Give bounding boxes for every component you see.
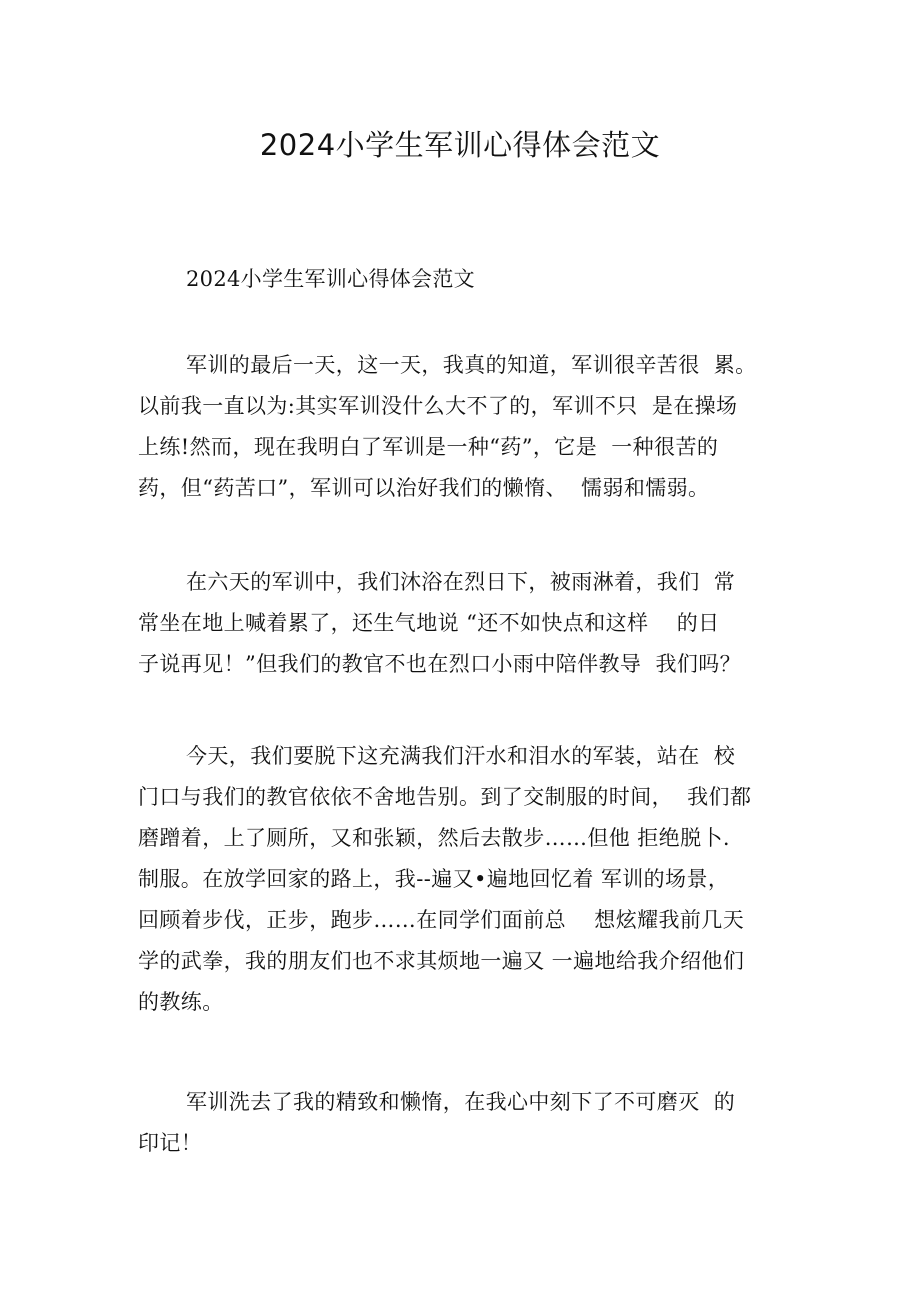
paragraph-line: 军训的最后一天，这一天，我真的知道，军训很辛苦很 累。: [186, 353, 757, 377]
paragraph-3: [138, 736, 798, 1023]
paragraph-line: 军训洗去了我的精致和懒惰，在我心中刻下了不可磨灭 的: [186, 1090, 736, 1114]
paragraph-1: [138, 345, 798, 509]
paragraph-line: 在六天的军训中，我们沐浴在烈日下，被雨淋着，我们 常: [186, 570, 736, 594]
paragraph-line: 制服。在放学回家的路上，我--遍又•遍地回忆着 军训的场景，: [138, 867, 730, 891]
paragraph-2: [138, 562, 798, 685]
paragraph-line: 常坐在地上喊着累了，还生气地说 “还不如快点和这样 的日: [138, 611, 720, 635]
paragraph-4: [138, 1082, 798, 1164]
paragraph-line: 门口与我们的教官依依不舍地告别。到了交制服的时间， 我们都: [138, 785, 752, 809]
paragraph-line: 子说再见！”但我们的教官不也在烈口小雨中陪伴教导 我们吗？: [138, 652, 742, 676]
paragraph-line: 药，但“药苦口”，军训可以治好我们的懒惰、 懦弱和懦弱。: [138, 476, 710, 500]
document-subtitle: 2024小学生军训心得体会范文: [186, 267, 475, 291]
paragraph-line: 今天，我们要脱下这充满我们汗水和泪水的军装，站在 校: [186, 744, 736, 768]
document-title: 2024小学生军训心得体会范文: [259, 128, 661, 162]
paragraph-line: 印记！: [138, 1131, 203, 1155]
paragraph-line: 回顾着步伐，正步，跑步……在同学们面前总 想炫耀我前几天: [138, 908, 745, 932]
paragraph-line: 的教练。: [138, 990, 224, 1014]
paragraph-line: 学的武拳，我的朋友们也不求其烦地一遍又 一遍地给我介绍他们: [138, 949, 745, 973]
paragraph-line: 磨蹭着，上了厕所，又和张颖，然后去散步……但他 拒绝脱卜.: [138, 826, 730, 850]
paragraph-line: 以前我一直以为:其实军训没什么大不了的，军训不只 是在操场: [138, 394, 738, 418]
paragraph-line: 上练!然而，现在我明白了军训是一种“药”，它是 一种很苦的: [138, 435, 719, 459]
